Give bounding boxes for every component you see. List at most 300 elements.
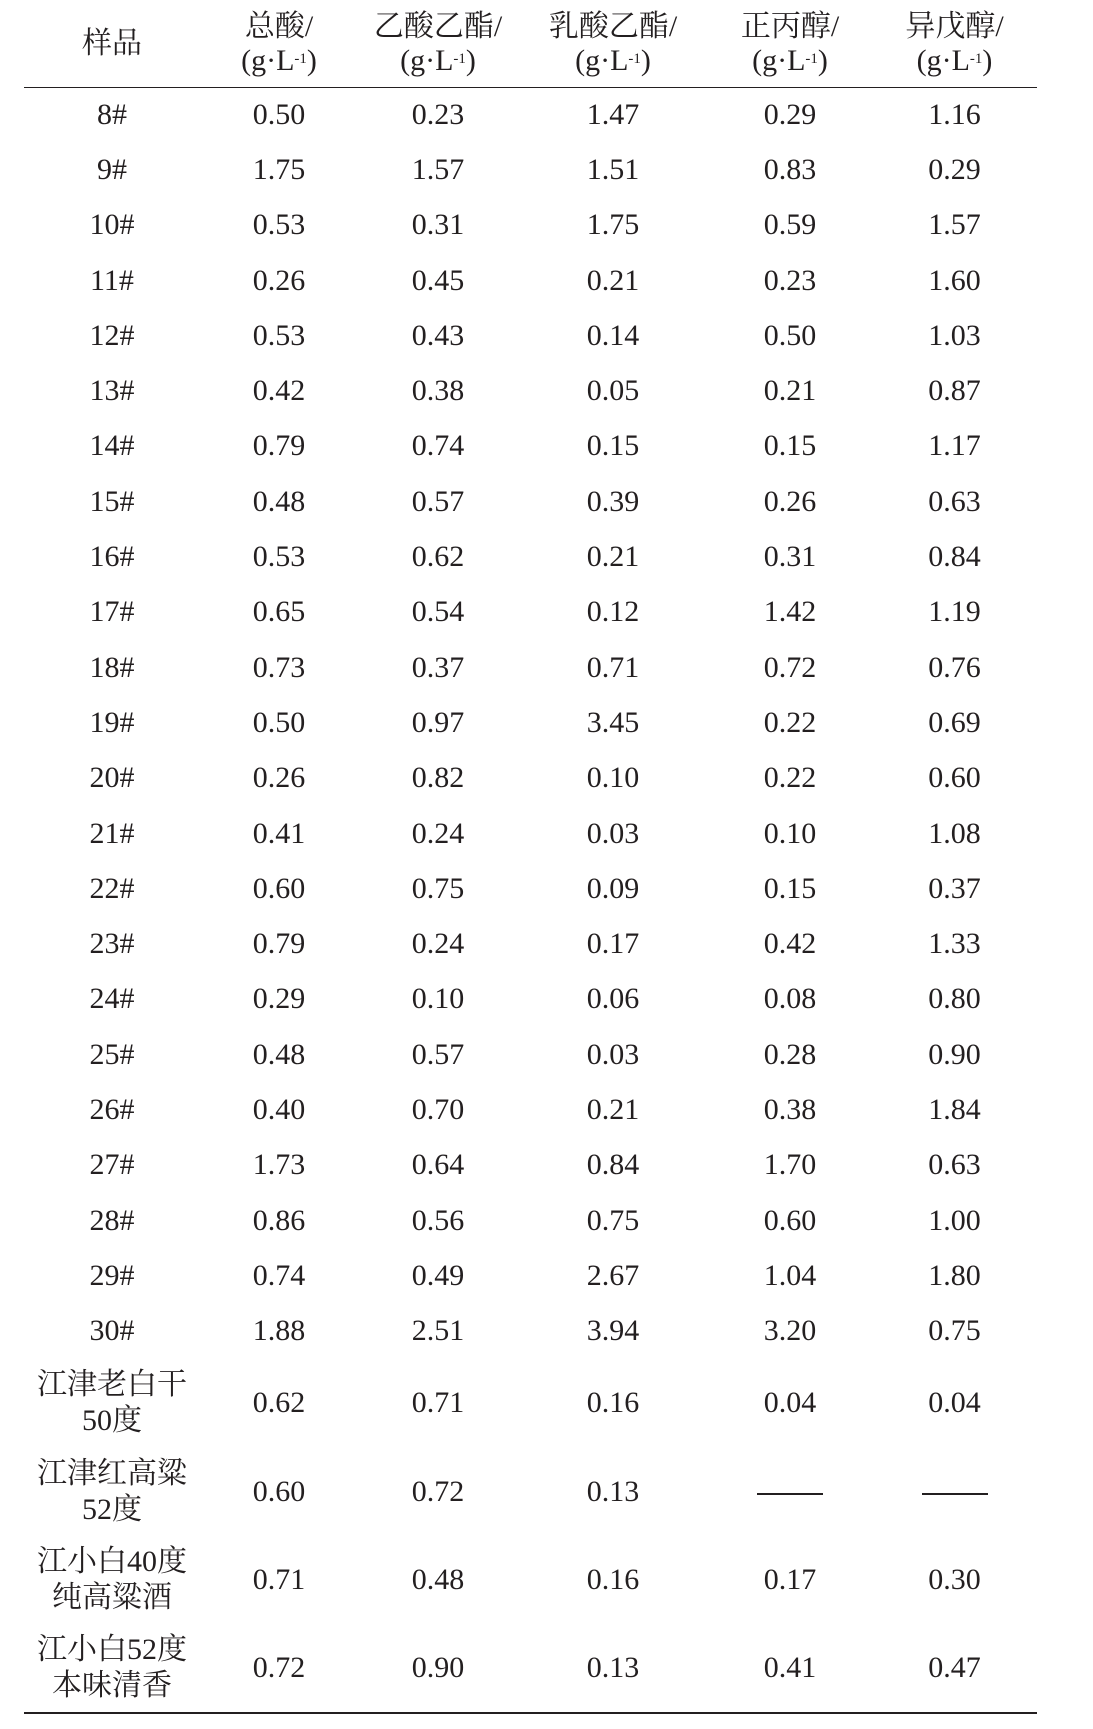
value-cell xyxy=(518,1027,708,1082)
value-text: 1.70 xyxy=(763,1148,817,1182)
value-cell xyxy=(872,253,1037,308)
value-text: 0.75 xyxy=(586,1203,640,1237)
value-text: 0.24 xyxy=(411,816,465,850)
value-cell xyxy=(872,87,1037,142)
value-text: 0.26 xyxy=(763,484,817,518)
value-cell xyxy=(358,972,518,1027)
table-row xyxy=(24,198,1037,253)
value-cell xyxy=(200,1447,358,1536)
value-cell xyxy=(358,751,518,806)
value-cell xyxy=(872,916,1037,971)
value-cell xyxy=(200,308,358,363)
value-text: 0.09 xyxy=(586,871,640,905)
value-text: 0.97 xyxy=(411,705,465,739)
value-cell xyxy=(518,308,708,363)
value-cell xyxy=(708,1248,872,1303)
value-cell xyxy=(708,1193,872,1248)
value-cell xyxy=(872,640,1037,695)
value-text: 0.70 xyxy=(411,1092,465,1126)
sample-label: 24# xyxy=(89,982,135,1016)
value-text: 0.17 xyxy=(763,1563,817,1597)
value-text: 1.51 xyxy=(586,152,640,186)
header-column xyxy=(872,2,1037,87)
value-cell xyxy=(872,1447,1037,1536)
value-cell xyxy=(872,861,1037,916)
value-text: 0.53 xyxy=(252,318,306,352)
value-text: 0.69 xyxy=(928,705,981,739)
sample-label: 14# xyxy=(89,429,135,463)
value-cell xyxy=(358,1082,518,1137)
value-text: 0.50 xyxy=(252,97,306,131)
sample-label: 本味清香 xyxy=(52,1669,172,1703)
value-text: 3.45 xyxy=(586,705,640,739)
sample-label: 11# xyxy=(90,263,134,297)
value-cell xyxy=(708,253,872,308)
value-text: 1.00 xyxy=(928,1203,981,1237)
value-text: 1.57 xyxy=(928,208,981,242)
sample-cell xyxy=(24,806,200,861)
empty-dash xyxy=(757,1493,823,1495)
value-cell xyxy=(708,1027,872,1082)
value-text: 0.15 xyxy=(763,429,817,463)
value-cell xyxy=(518,253,708,308)
value-cell xyxy=(708,87,872,142)
value-cell xyxy=(518,972,708,1027)
value-text: 0.63 xyxy=(928,1148,981,1182)
value-text: 0.37 xyxy=(411,650,465,684)
value-text: 0.72 xyxy=(411,1474,465,1508)
value-text: 0.24 xyxy=(411,927,465,961)
table-row xyxy=(24,1082,1037,1137)
value-cell xyxy=(358,1536,518,1625)
sample-label: 21# xyxy=(89,816,135,850)
value-text: 1.47 xyxy=(586,97,640,131)
value-cell xyxy=(518,1447,708,1536)
table-row xyxy=(24,142,1037,197)
value-text: 0.38 xyxy=(411,374,465,408)
value-cell xyxy=(518,806,708,861)
sample-label: 22# xyxy=(89,871,135,905)
value-text: 0.15 xyxy=(586,429,640,463)
value-cell xyxy=(518,916,708,971)
value-cell xyxy=(358,1359,518,1448)
table-row xyxy=(24,751,1037,806)
value-text: 0.50 xyxy=(763,318,817,352)
table-row xyxy=(24,640,1037,695)
value-cell xyxy=(200,1138,358,1193)
value-cell xyxy=(708,640,872,695)
value-text: 0.39 xyxy=(586,484,640,518)
sample-label: 8# xyxy=(97,97,127,131)
value-text: 0.26 xyxy=(252,761,306,795)
value-cell xyxy=(708,1625,872,1714)
table-row xyxy=(24,529,1037,584)
value-cell xyxy=(708,1536,872,1625)
header-name: 乙酸乙酯/ xyxy=(373,10,503,44)
value-text: 0.29 xyxy=(928,152,981,186)
value-cell xyxy=(872,198,1037,253)
value-text: 2.51 xyxy=(411,1314,465,1348)
header-unit xyxy=(358,44,518,78)
value-text: 0.21 xyxy=(586,263,640,297)
value-text: 0.21 xyxy=(586,1092,640,1126)
value-text: 0.74 xyxy=(411,429,465,463)
table-row xyxy=(24,861,1037,916)
header-unit xyxy=(200,44,358,78)
table-row xyxy=(24,1447,1037,1536)
value-text: 1.60 xyxy=(928,263,981,297)
value-text: 1.75 xyxy=(586,208,640,242)
value-cell xyxy=(358,585,518,640)
value-cell xyxy=(518,1304,708,1359)
value-text: 0.75 xyxy=(928,1314,981,1348)
value-cell xyxy=(518,1138,708,1193)
sample-cell xyxy=(24,585,200,640)
value-text: 0.41 xyxy=(252,816,306,850)
value-text: 0.71 xyxy=(252,1563,306,1597)
value-cell xyxy=(518,1625,708,1714)
value-text: 0.10 xyxy=(586,761,640,795)
value-text: 1.17 xyxy=(928,429,981,463)
value-cell xyxy=(708,585,872,640)
value-cell xyxy=(358,308,518,363)
value-text: 0.84 xyxy=(586,1148,640,1182)
value-cell xyxy=(200,363,358,418)
table-row xyxy=(24,1304,1037,1359)
value-text: 0.28 xyxy=(763,1037,817,1071)
value-text: 0.64 xyxy=(411,1148,465,1182)
value-cell xyxy=(200,419,358,474)
table-body xyxy=(24,87,1037,1713)
value-text: 0.84 xyxy=(928,540,981,574)
value-cell xyxy=(518,1193,708,1248)
value-text: 1.04 xyxy=(763,1258,817,1292)
value-text: 0.21 xyxy=(763,374,817,408)
sample-label: 19# xyxy=(89,705,135,739)
sample-label: 10# xyxy=(89,208,135,242)
value-text: 0.14 xyxy=(586,318,640,352)
value-text: 0.48 xyxy=(252,1037,306,1071)
value-cell xyxy=(200,1625,358,1714)
header-name: 乳酸乙酯/ xyxy=(548,10,678,44)
value-cell xyxy=(200,1193,358,1248)
header-name: 异戊醇/ xyxy=(905,10,1004,44)
value-cell xyxy=(358,253,518,308)
value-cell xyxy=(708,198,872,253)
header-column xyxy=(200,2,358,87)
value-text: 0.10 xyxy=(763,816,817,850)
value-text: 1.57 xyxy=(411,152,465,186)
value-cell xyxy=(200,253,358,308)
value-cell xyxy=(358,1248,518,1303)
value-text: 0.16 xyxy=(586,1563,640,1597)
sample-cell xyxy=(24,1447,200,1536)
sample-cell xyxy=(24,308,200,363)
value-cell xyxy=(872,308,1037,363)
value-text: 0.86 xyxy=(252,1203,306,1237)
value-text: 0.04 xyxy=(928,1386,981,1420)
table-row xyxy=(24,1138,1037,1193)
value-text: 0.17 xyxy=(586,927,640,961)
value-text: 0.57 xyxy=(411,484,465,518)
value-text: 0.13 xyxy=(586,1474,640,1508)
value-cell xyxy=(358,1304,518,1359)
value-cell xyxy=(708,1138,872,1193)
value-cell xyxy=(358,1138,518,1193)
value-text: 0.62 xyxy=(411,540,465,574)
value-text: 0.90 xyxy=(411,1651,465,1685)
sample-label: 28# xyxy=(89,1203,135,1237)
value-cell xyxy=(708,916,872,971)
value-cell xyxy=(872,363,1037,418)
value-cell xyxy=(358,419,518,474)
sample-label: 23# xyxy=(89,927,135,961)
value-text: 0.80 xyxy=(928,982,981,1016)
value-text: 0.13 xyxy=(586,1651,640,1685)
value-text: 0.43 xyxy=(411,318,465,352)
value-cell xyxy=(200,751,358,806)
sample-cell xyxy=(24,419,200,474)
sample-cell xyxy=(24,87,200,142)
value-cell xyxy=(518,695,708,750)
header-unit-base: (g·L xyxy=(752,44,806,78)
value-text: 0.65 xyxy=(252,595,306,629)
value-cell xyxy=(872,1536,1037,1625)
sample-label: 17# xyxy=(89,595,135,629)
value-text: 0.23 xyxy=(411,97,465,131)
value-cell xyxy=(518,1082,708,1137)
value-text: 3.94 xyxy=(586,1314,640,1348)
value-text: 0.31 xyxy=(411,208,465,242)
value-text: 2.67 xyxy=(586,1258,640,1292)
header-unit xyxy=(708,44,872,78)
value-text: 0.42 xyxy=(252,374,306,408)
value-text: 0.04 xyxy=(763,1386,817,1420)
value-text: 0.60 xyxy=(252,1474,306,1508)
value-cell xyxy=(872,585,1037,640)
value-text: 0.79 xyxy=(252,429,306,463)
value-cell xyxy=(358,474,518,529)
value-cell xyxy=(200,916,358,971)
value-text: 0.72 xyxy=(252,1651,306,1685)
value-text: 0.90 xyxy=(928,1037,981,1071)
sample-label: 16# xyxy=(89,540,135,574)
value-cell xyxy=(518,529,708,584)
value-cell xyxy=(872,1625,1037,1714)
header-column xyxy=(708,2,872,87)
value-cell xyxy=(358,198,518,253)
sample-label: 27# xyxy=(89,1148,135,1182)
table-row xyxy=(24,1536,1037,1625)
value-text: 0.22 xyxy=(763,761,817,795)
sample-label: 30# xyxy=(89,1314,135,1348)
value-cell xyxy=(872,972,1037,1027)
value-text: 0.50 xyxy=(252,705,306,739)
value-text: 0.82 xyxy=(411,761,465,795)
value-cell xyxy=(358,806,518,861)
value-text: 1.19 xyxy=(928,595,981,629)
header-unit-exponent: -1 xyxy=(294,51,307,68)
sample-cell xyxy=(24,1193,200,1248)
value-text: 0.56 xyxy=(411,1203,465,1237)
sample-cell xyxy=(24,1359,200,1448)
composition-table xyxy=(24,2,1037,1714)
table-row xyxy=(24,1248,1037,1303)
value-cell xyxy=(200,861,358,916)
value-text: 0.73 xyxy=(252,650,306,684)
value-text: 0.45 xyxy=(411,263,465,297)
value-cell xyxy=(358,695,518,750)
value-cell xyxy=(358,87,518,142)
table-row xyxy=(24,253,1037,308)
header-column xyxy=(518,2,708,87)
value-cell xyxy=(358,916,518,971)
value-cell xyxy=(518,640,708,695)
header-unit-exponent: -1 xyxy=(969,51,983,68)
value-text: 0.38 xyxy=(763,1092,817,1126)
value-cell xyxy=(200,1248,358,1303)
value-cell xyxy=(518,142,708,197)
header-unit-close: ) xyxy=(982,44,993,78)
value-text: 0.40 xyxy=(252,1092,306,1126)
value-text: 0.42 xyxy=(763,927,817,961)
value-text: 0.26 xyxy=(252,263,306,297)
value-cell xyxy=(872,751,1037,806)
table-row xyxy=(24,363,1037,418)
value-text: 1.33 xyxy=(928,927,981,961)
value-cell xyxy=(358,363,518,418)
sample-cell xyxy=(24,1536,200,1625)
value-cell xyxy=(200,695,358,750)
value-cell xyxy=(708,308,872,363)
value-text: 1.42 xyxy=(763,595,817,629)
table-row xyxy=(24,1359,1037,1448)
header-unit-close: ) xyxy=(640,44,651,78)
header-unit-base: (g·L xyxy=(575,44,629,78)
value-text: 0.71 xyxy=(411,1386,465,1420)
empty-dash xyxy=(922,1493,988,1495)
sample-cell xyxy=(24,253,200,308)
value-cell xyxy=(358,1625,518,1714)
value-cell xyxy=(872,1082,1037,1137)
sample-cell xyxy=(24,363,200,418)
value-text: 1.80 xyxy=(928,1258,981,1292)
header-name: 正丙醇/ xyxy=(740,10,840,44)
value-cell xyxy=(200,142,358,197)
header-unit-base: (g·L xyxy=(241,44,295,78)
header-unit-exponent: -1 xyxy=(628,51,641,68)
value-text: 0.83 xyxy=(763,152,817,186)
sample-label: 13# xyxy=(89,374,135,408)
table-row xyxy=(24,695,1037,750)
value-cell xyxy=(708,972,872,1027)
value-text: 0.29 xyxy=(763,97,817,131)
value-text: 0.03 xyxy=(586,1037,640,1071)
header-column xyxy=(358,2,518,87)
sample-cell xyxy=(24,198,200,253)
value-text: 0.37 xyxy=(928,871,981,905)
value-cell xyxy=(358,1193,518,1248)
value-text: 0.49 xyxy=(411,1258,465,1292)
table-row xyxy=(24,806,1037,861)
sample-cell xyxy=(24,529,200,584)
value-text: 0.76 xyxy=(928,650,981,684)
table-row xyxy=(24,308,1037,363)
sample-label: 26# xyxy=(89,1092,135,1126)
value-cell xyxy=(200,529,358,584)
value-text: 0.08 xyxy=(763,982,817,1016)
value-text: 1.16 xyxy=(928,97,981,131)
value-cell xyxy=(518,751,708,806)
value-text: 0.15 xyxy=(763,871,817,905)
sample-cell xyxy=(24,972,200,1027)
value-cell xyxy=(518,198,708,253)
value-cell xyxy=(518,585,708,640)
table-row xyxy=(24,474,1037,529)
sample-label: 29# xyxy=(89,1258,135,1292)
value-cell xyxy=(708,474,872,529)
value-cell xyxy=(200,1536,358,1625)
value-cell xyxy=(708,419,872,474)
value-text: 1.73 xyxy=(252,1148,306,1182)
value-cell xyxy=(200,1304,358,1359)
header-unit-exponent: -1 xyxy=(805,51,818,68)
value-text: 0.59 xyxy=(763,208,817,242)
value-text: 0.47 xyxy=(928,1651,981,1685)
table-row xyxy=(24,419,1037,474)
value-cell xyxy=(708,1359,872,1448)
value-text: 0.53 xyxy=(252,208,306,242)
value-cell xyxy=(708,363,872,418)
sample-cell xyxy=(24,142,200,197)
value-text: 0.48 xyxy=(252,484,306,518)
sample-label: 纯高粱酒 xyxy=(52,1581,172,1615)
value-text: 1.03 xyxy=(928,318,981,352)
value-text: 0.54 xyxy=(411,595,465,629)
value-cell xyxy=(200,585,358,640)
value-cell xyxy=(872,474,1037,529)
value-cell xyxy=(708,1082,872,1137)
value-cell xyxy=(200,474,358,529)
value-cell xyxy=(708,806,872,861)
value-cell xyxy=(518,363,708,418)
value-text: 0.57 xyxy=(411,1037,465,1071)
value-cell xyxy=(518,419,708,474)
header-name: 样品 xyxy=(82,27,142,61)
value-cell xyxy=(872,1027,1037,1082)
value-cell xyxy=(872,1138,1037,1193)
value-text: 0.05 xyxy=(586,374,640,408)
sample-label: 9# xyxy=(97,152,127,186)
value-text: 1.75 xyxy=(252,152,306,186)
sample-label: 江小白52度 xyxy=(37,1633,187,1667)
value-text: 0.60 xyxy=(928,761,981,795)
value-text: 0.79 xyxy=(252,927,306,961)
value-cell xyxy=(872,1248,1037,1303)
sample-cell xyxy=(24,1304,200,1359)
header-unit-base: (g·L xyxy=(916,44,970,78)
value-text: 0.23 xyxy=(763,263,817,297)
value-text: 0.29 xyxy=(252,982,306,1016)
value-text: 0.87 xyxy=(928,374,981,408)
value-text: 3.20 xyxy=(763,1314,817,1348)
value-cell xyxy=(200,1359,358,1448)
sample-cell xyxy=(24,1082,200,1137)
value-cell xyxy=(358,1027,518,1082)
header-unit-close: ) xyxy=(465,44,476,78)
value-text: 0.16 xyxy=(586,1386,640,1420)
header-unit-base: (g·L xyxy=(400,44,454,78)
